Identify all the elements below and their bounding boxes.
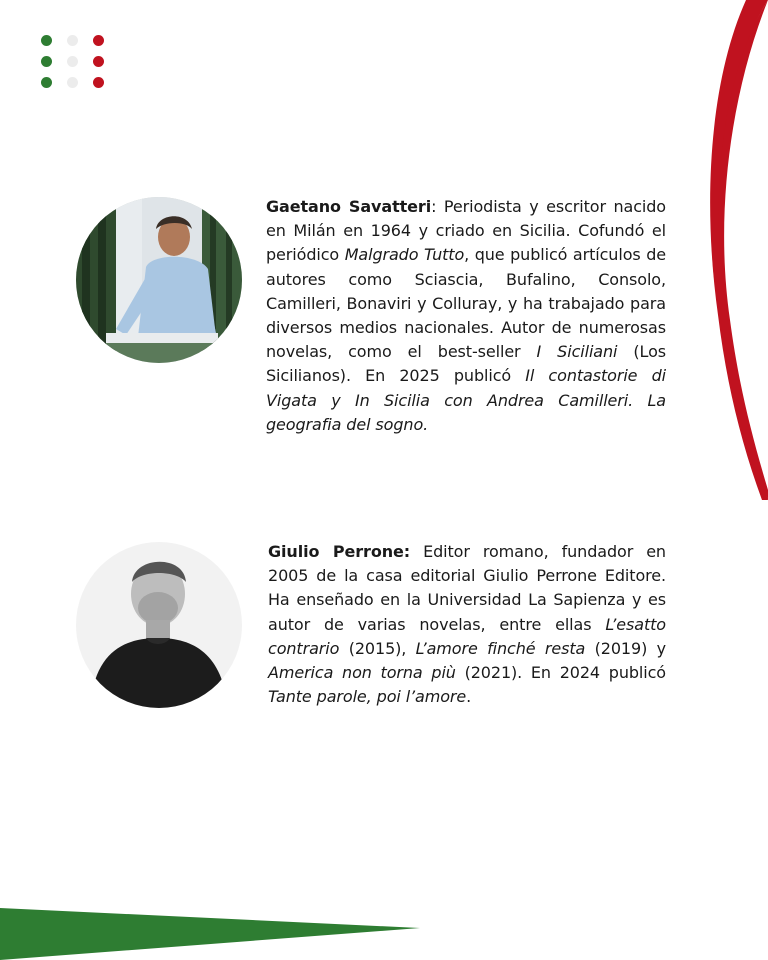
work-title: I Siciliani [536, 342, 618, 362]
bio-segment: . [466, 687, 472, 707]
green-dot [41, 35, 52, 46]
red-dot [93, 56, 104, 67]
work-title: Malgrado Tutto [344, 245, 465, 265]
bio-text [268, 540, 666, 709]
man-at-window-photo-icon [76, 197, 242, 363]
green-dot [41, 77, 52, 88]
work-title: Il contastorie di Vigata y In Sicilia con Andrea Camilleri. La geografia del sogno. [266, 366, 666, 434]
author-photo [76, 197, 242, 363]
man-portrait-bw-photo-icon [76, 542, 242, 708]
white-dot [67, 35, 78, 46]
red-dot [93, 77, 104, 88]
red-arc-decoration [678, 0, 768, 500]
green-dot [41, 56, 52, 67]
tricolor-dots-decoration [41, 35, 105, 91]
red-dot [93, 35, 104, 46]
author-photo [76, 542, 242, 708]
bio-segment: (2019) y [585, 638, 666, 658]
work-title: L’amore finché resta [415, 638, 586, 658]
bio-segment: Periodista y escritor nacido en Milán en 1964 y criado en Sicilia. Cofundó el periódico [266, 197, 666, 265]
bio-text [266, 195, 666, 437]
bio-segment: (Los Sicilianos). En 2025 publicó [266, 342, 666, 386]
bio-segment: (2015), [339, 638, 416, 658]
white-dot [67, 77, 78, 88]
white-dot [67, 56, 78, 67]
work-title: L’esatto contrario [268, 614, 666, 658]
work-title: Tante parole, poi l’amore [268, 687, 467, 707]
author-name: Giulio Perrone: [268, 542, 411, 561]
separator: : [431, 197, 437, 216]
author-name: Gaetano Savatteri [266, 197, 432, 216]
work-title: America non torna più [268, 663, 456, 683]
green-wedge-decoration [0, 908, 420, 960]
bio-segment: Editor romano, fundador en 2005 de la casa editorial Giulio Perrone Editore. Ha enseñado en la Universidad La Sapienza y es autor de varias novelas, entre ellas [268, 542, 666, 634]
bio-segment: (2021). En 2024 publicó [455, 663, 666, 683]
bio-segment: , que publicó artículos de autores como Sciascia, Bufalino, Consolo, Camilleri, Bonaviri y Colluray, y ha trabajado para diversos medios nacionales. Autor de numerosas novelas, como el best-seller [266, 245, 666, 362]
